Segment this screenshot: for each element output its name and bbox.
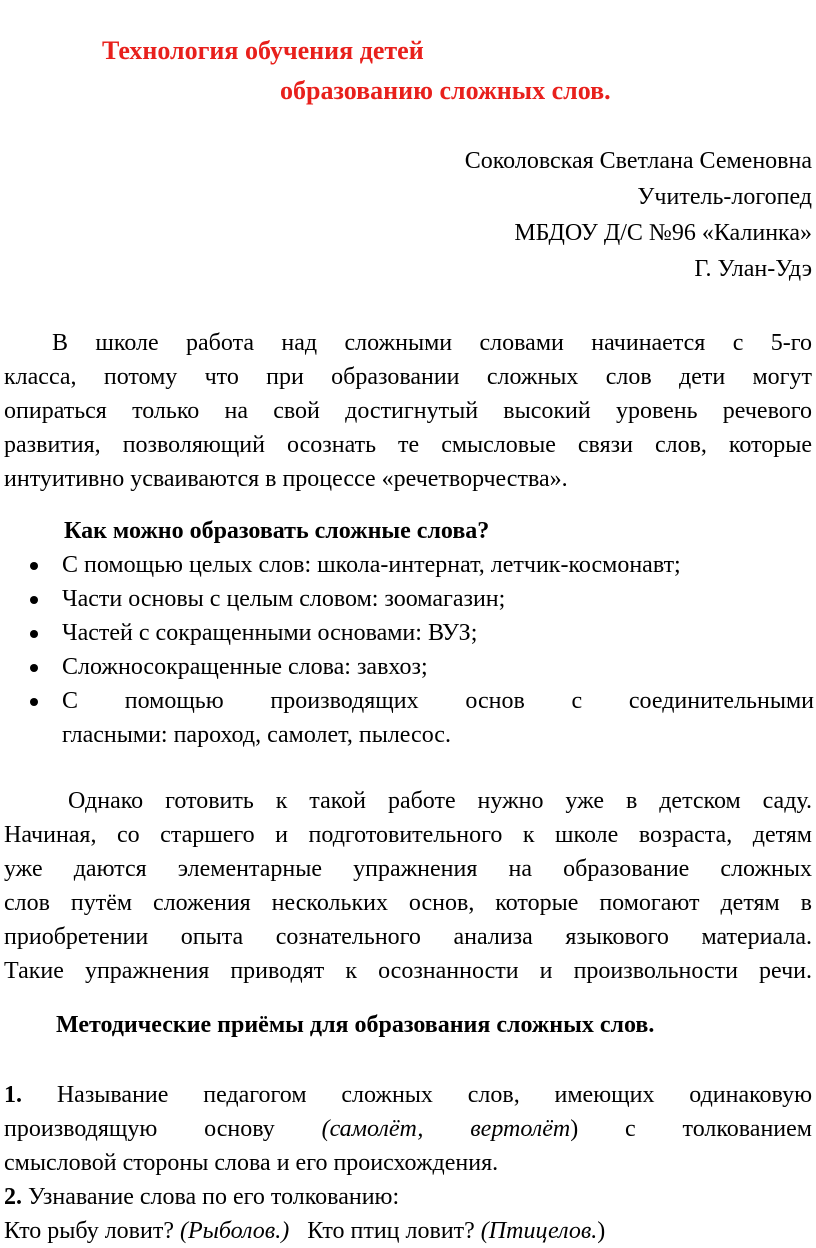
list-item-text: гласными: пароход, самолет, пылесос. [62,722,451,748]
text-line: В школе работа над сложными словами начинается с 5-го [52,330,812,356]
item-example: (самолёт, вертолёт [321,1116,571,1142]
question-text: Кто рыбу ловит? [4,1218,174,1244]
text-line: Начиная, со старшего и подготовительного к школе возраста, детям [4,822,812,848]
list-item-text: Части основы с целым словом: зоомагазин; [62,586,506,612]
title-line-1: Технология обучения детей [102,36,424,65]
text-line [4,1078,812,1112]
author-position: Учитель-логопед [637,184,812,210]
item-text: Называние педагогом сложных слов, имеющих одинаковую [56,1082,813,1108]
methods-heading: Методические приёмы для образования сложных слов. [56,1012,655,1038]
author-city: Г. Улан-Удэ [694,256,812,282]
item-text: производящую основу [4,1116,275,1142]
bullet-icon [30,698,38,706]
title-line-2: образованию сложных слов. [280,76,611,105]
list-item [28,548,814,582]
text-line: слов путём сложения нескольких основ, которые помогают детям в [4,890,812,916]
answer-text: (Птицелов. [480,1218,598,1244]
author-institution: МБДОУ Д/С №96 «Калинка» [514,220,812,246]
method-item-2 [4,1180,812,1248]
text-line: класса, потому что при образовании сложных слов дети могут [4,364,812,390]
answer-text: ) [597,1218,606,1244]
item-number: 1. [4,1082,22,1108]
intro-paragraph [4,326,812,496]
text-line [4,1214,812,1248]
text-line: интуитивно усваиваются в процессе «речетворчества». [4,466,568,492]
list-item-text: Частей с сокращенными основами: ВУЗ; [62,620,478,646]
text-line: уже даются элементарные упражнения на образование сложных [4,856,812,882]
question-text: Кто птиц ловит? [307,1218,475,1244]
text-line [4,1180,812,1214]
method-item-1 [4,1078,812,1180]
item-text: Узнавание слова по его толкованию: [28,1184,400,1210]
text-line: опираться только на свой достигнутый высокий уровень речевого [4,398,812,424]
text-line: смысловой стороны слова и его происхождения. [4,1150,499,1176]
list-item-text: С помощью целых слов: школа-интернат, летчик-космонавт; [62,552,681,578]
list-item [28,616,814,650]
answer-text: (Рыболов.) [179,1218,290,1244]
item-number: 2. [4,1184,22,1210]
bullet-icon [30,562,38,570]
how-heading: Как можно образовать сложные слова? [64,518,490,544]
list-item [28,650,814,684]
text-line: приобретении опыта сознательного анализа языкового материала. [4,924,812,950]
bullet-icon [30,630,38,638]
bullet-icon [30,664,38,672]
text-line: Однако готовить к такой работе нужно уже в детском саду. [68,788,812,814]
list-item [28,684,814,752]
author-name: Соколовская Светлана Семеновна [464,148,812,174]
text-line: Такие упражнения приводят к осознанности и произвольности речи. [4,958,812,984]
bullet-icon [30,596,38,604]
item-text: ) с толкованием [570,1116,812,1142]
however-paragraph [4,784,812,988]
list-item-text: Сложносокращенные слова: завхоз; [62,654,428,680]
list-item-text: С помощью производящих основ с соединительными [62,688,814,714]
text-line [4,1112,812,1146]
list-item [28,582,814,616]
how-list [28,548,814,752]
text-line: развития, позволяющий осознать те смысловые связи слов, которые [4,432,812,458]
